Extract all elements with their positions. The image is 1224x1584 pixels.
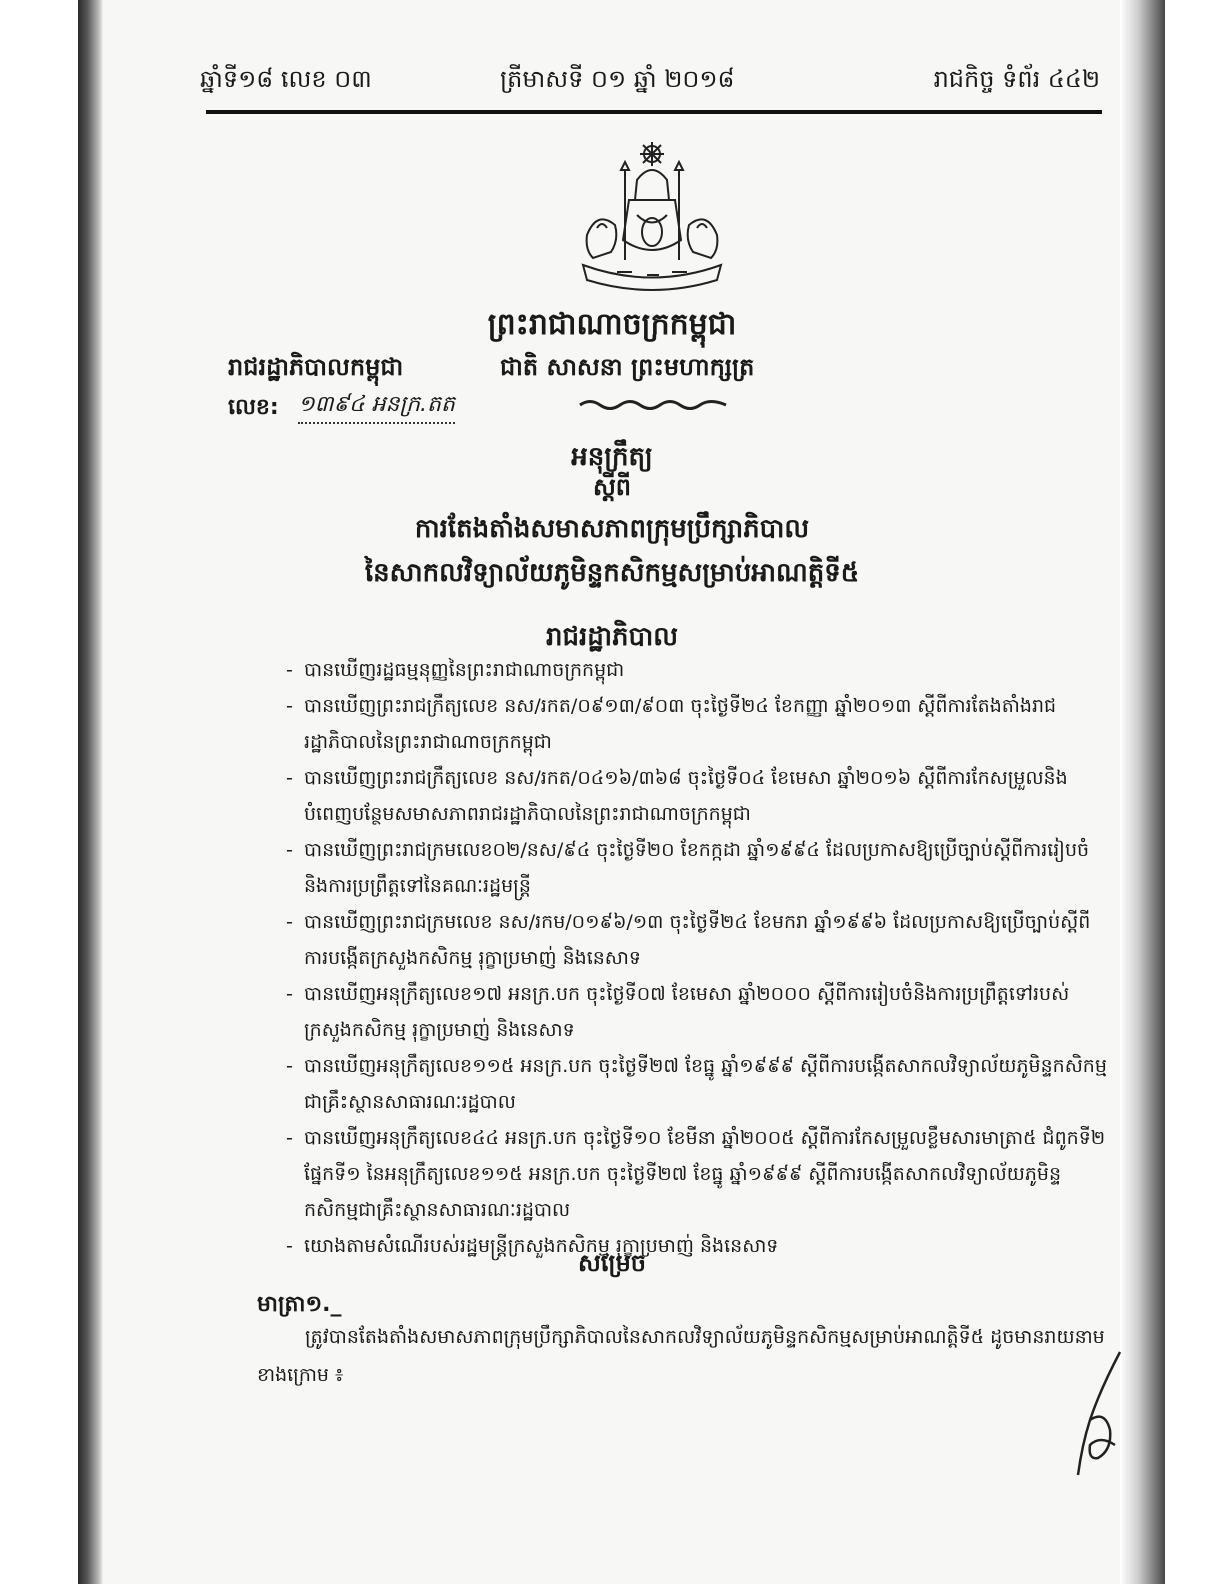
header-divider bbox=[206, 110, 1102, 114]
considerations-list bbox=[304, 652, 1112, 1264]
decree-type: អនុក្រឹត្យ bbox=[571, 442, 653, 472]
consideration-item: - បានឃើញព្រះរាជក្រឹត្យលេខ នស/រកត/០៤១៦/៣៦៨ ចុះថ្ងៃទី០៤ ខែមេសា ឆ្នាំ២០១៦ ស្តីពីការកែសម្រួលនិងបំពេញបន្ថែមសមាសភាពរាជរដ្ឋាភិបាលនៃព្រះរាជាណាចក្រកម្ពុជា bbox=[304, 760, 1112, 832]
consideration-item: - បានឃើញព្រះរាជក្រឹត្យលេខ នស/រកត/០៩១៣/៩០៣ ចុះថ្ងៃទី២៤ ខែកញ្ញា ឆ្នាំ២០១៣ ស្តីពីការតែងតាំងរាជរដ្ឋាភិបាលនៃព្រះរាជាណាចក្រកម្ពុជា bbox=[304, 688, 1112, 760]
document-number-label: លេខ: bbox=[228, 395, 279, 420]
decree-concerning: ស្តីពី bbox=[592, 473, 632, 501]
consideration-item: - បានឃើញអនុក្រឹត្យលេខ១៧ អនក្រ.បក ចុះថ្ងៃទី០៧ ខែមេសា ឆ្នាំ២០០០ ស្តីពីការរៀបចំនិងការប្រព្រឹត្តទៅរបស់ក្រសួងកសិកម្ម រុក្ខាប្រមាញ់ និងនេសាទ bbox=[304, 976, 1112, 1048]
gazette-quarter: ត្រីមាសទី ០១ ឆ្នាំ ២០១៨ bbox=[500, 65, 735, 93]
kingdom-title: ព្រះរាជាណាចក្រកម្ពុជា bbox=[487, 307, 737, 342]
national-motto: ជាតិ សាសនា ព្រះមហាក្សត្រ bbox=[500, 353, 755, 381]
decree-issuer: រាជរដ្ឋាភិបាល bbox=[545, 622, 679, 652]
flourish-ornament-icon bbox=[578, 396, 728, 414]
scan-edge-right bbox=[1120, 0, 1165, 1584]
gazette-header bbox=[200, 64, 1100, 98]
signature-initial-icon bbox=[1060, 1350, 1130, 1480]
decision-heading: សម្រេច bbox=[577, 1249, 647, 1277]
government-name: រាជរដ្ឋាភិបាលកម្ពុជា bbox=[228, 353, 404, 381]
scan-edge-left bbox=[78, 0, 104, 1584]
article-1-title: មាត្រា១._ bbox=[257, 1292, 342, 1317]
gazette-page: រាជកិច្ច ទំព័រ ៤៤២ bbox=[933, 65, 1100, 93]
consideration-item: - បានឃើញព្រះរាជក្រមលេខ នស/រកម/០១៩៦/១៣ ចុះថ្ងៃទី២៤ ខែមករា ឆ្នាំ១៩៩៦ ដែលប្រកាសឱ្យប្រើច្បាប់ស្តីពីការបង្កើតក្រសួងកសិកម្ម រុក្ខាប្រមាញ់ និងនេសាទ bbox=[304, 904, 1112, 976]
consideration-item: - បានឃើញព្រះរាជក្រមលេខ០២/នស/៩៤ ចុះថ្ងៃទី២០ ខែកក្កដា ឆ្នាំ១៩៩៤ ដែលប្រកាសឱ្យប្រើច្បាប់ស្តីពីការរៀបចំនិងការប្រព្រឹត្តទៅនៃគណៈរដ្ឋមន្ត្រី bbox=[304, 832, 1112, 904]
consideration-item: - បានឃើញរដ្ឋធម្មនុញ្ញនៃព្រះរាជាណាចក្រកម្ពុជា bbox=[304, 652, 1112, 688]
consideration-item: - យោងតាមសំណើរបស់រដ្ឋមន្ត្រីក្រសួងកសិកម្ម រុក្ខាប្រមាញ់ និងនេសាទ bbox=[304, 1228, 1112, 1264]
decree-subject-line1: ការតែងតាំងសមាសភាពក្រុមប្រឹក្សាភិបាល bbox=[414, 514, 810, 544]
document-number-value: ១៣៩៤ អនក្រ.តត bbox=[298, 390, 455, 424]
royal-coat-of-arms-icon bbox=[577, 140, 727, 295]
gazette-issue: ឆ្នាំទី១៨ លេខ ០៣ bbox=[200, 65, 372, 93]
article-1-body: ត្រូវបានតែងតាំងសមាសភាពក្រុមប្រឹក្សាភិបាលនៃសាកលវិទ្យាល័យភូមិន្ទកសិកម្មសម្រាប់អាណត្តិទី៥ ដូចមានរាយនាមខាងក្រោម ៖ bbox=[257, 1326, 1105, 1386]
consideration-item: - បានឃើញអនុក្រឹត្យលេខ៤៤ អនក្រ.បក ចុះថ្ងៃទី១០ ខែមីនា ឆ្នាំ២០០៥ ស្តីពីការកែសម្រួលខ្លឹមសារមាត្រា៥ ជំពូកទី២ ផ្នែកទី១ នៃអនុក្រឹត្យលេខ១១៥ អនក្រ.បក ចុះថ្ងៃទី២៧ ខែធ្នូ ឆ្នាំ១៩៩៩ ស្តីពីការបង្កើតសាកលវិទ្យាល័យភូមិន្ទកសិកម្មជាគ្រឹះស្ថានសាធារណៈរដ្ឋបាល bbox=[304, 1120, 1112, 1228]
decree-subject-line2: នៃសាកលវិទ្យាល័យភូមិន្ទកសិកម្មសម្រាប់អាណត្តិទី៥ bbox=[364, 558, 860, 588]
consideration-item: - បានឃើញអនុក្រឹត្យលេខ១១៥ អនក្រ.បក ចុះថ្ងៃទី២៧ ខែធ្នូ ឆ្នាំ១៩៩៩ ស្តីពីការបង្កើតសាកលវិទ្យាល័យភូមិន្ទកសិកម្មជាគ្រឹះស្ថានសាធារណៈរដ្ឋបាល bbox=[304, 1048, 1112, 1120]
